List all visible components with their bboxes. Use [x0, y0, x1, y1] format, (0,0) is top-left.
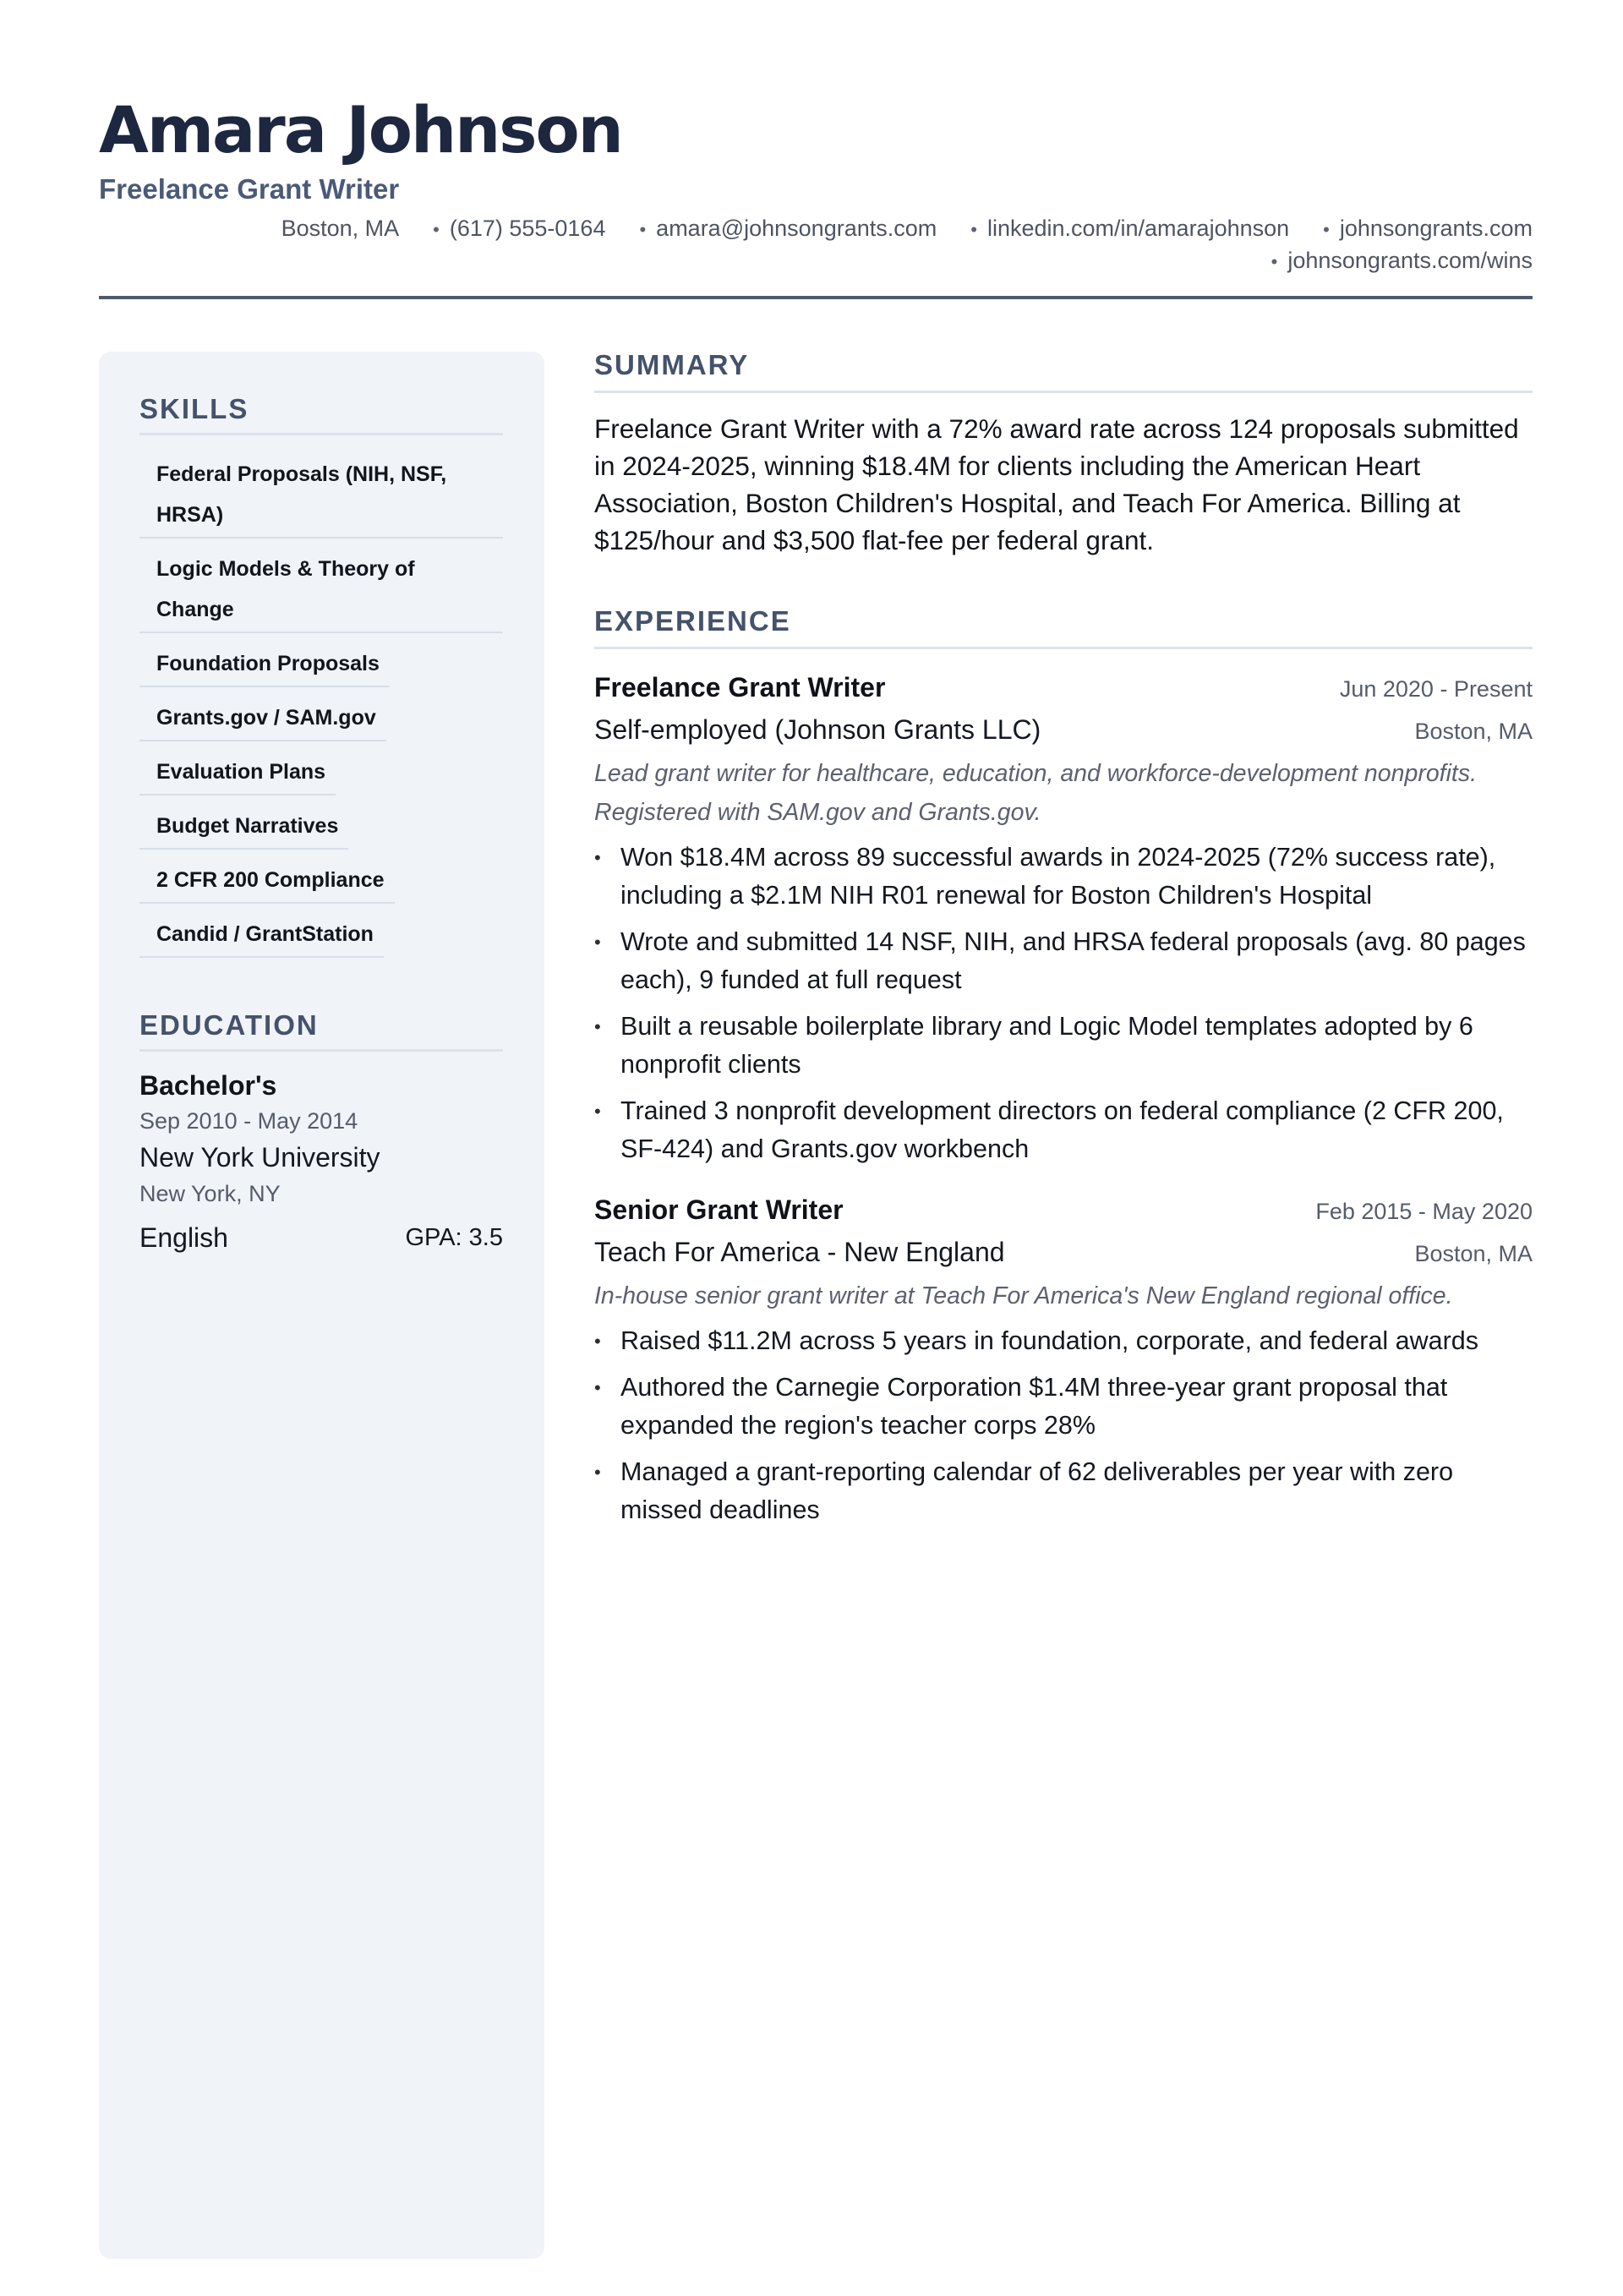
contact-website[interactable]: [1323, 213, 1533, 245]
education-field-row: [139, 1219, 503, 1256]
contact-linkedin-link[interactable]: linkedin.com/in/amarajohnson: [986, 216, 1290, 241]
contact-portfolio[interactable]: [1271, 245, 1533, 277]
bullet-separator: •: [1323, 219, 1330, 240]
contact-location: [281, 213, 400, 245]
job-title: Freelance Grant Writer: [594, 672, 886, 702]
education-school: New York University: [139, 1142, 380, 1173]
achievement-item: • Wrote and submitted 14 NSF, NIH, and HRSA federal proposals (avg. 80 pages each), 9 funded at full request: [594, 923, 1533, 999]
bullet-separator: •: [1271, 251, 1278, 272]
header-divider: [99, 296, 1533, 299]
job-title-row: [594, 1189, 1533, 1231]
job-description: Lead grant writer for healthcare, education, and workforce-development nonprofits. Registered with SAM.gov and Grants.gov.: [594, 760, 1478, 826]
job-achievements: [594, 1322, 1533, 1529]
achievement-item: • Authored the Carnegie Corporation $1.4M three-year grant proposal that expanded the region's teacher corps 28%: [594, 1369, 1533, 1445]
achievement-item: • Managed a grant-reporting calendar of 62 deliverables per year with zero missed deadlines: [594, 1453, 1533, 1529]
contact-email[interactable]: [639, 213, 937, 245]
education-degree: Bachelor's: [139, 1070, 277, 1101]
skills-heading: SKILLS: [139, 392, 503, 435]
job-title: Senior Grant Writer: [594, 1194, 844, 1225]
summary-text: Freelance Grant Writer with a 72% award rate across 124 proposals submitted in 2024-2025, winning $18.4M for clients including the American Heart Association, Boston Children's Hospital, and Teach For America. Billing at $125/hour and $3,500 flat-fee per federal grant.: [594, 413, 1519, 555]
contact-email-link[interactable]: amara@johnsongrants.com: [656, 216, 937, 241]
skill-item: Logic Models & Theory of Change: [139, 547, 503, 633]
job-location: Boston, MA: [1414, 719, 1533, 744]
contact-bar: [214, 213, 1533, 277]
job-company: Teach For America - New England: [594, 1237, 1005, 1267]
contact-phone: [433, 213, 605, 245]
sidebar: [99, 352, 544, 2259]
education-dates: Sep 2010 - May 2014: [139, 1108, 358, 1134]
job-achievements: [594, 839, 1533, 1168]
achievement-item: • Won $18.4M across 89 successful awards in 2024-2025 (72% success rate), including a $2.1M NIH R01 renewal for Boston Children's Hospital: [594, 839, 1533, 915]
resume-page: [99, 0, 1533, 2296]
bullet-separator: •: [433, 219, 440, 240]
summary-heading: SUMMARY: [594, 348, 1533, 393]
contact-location-text: Boston, MA: [281, 216, 400, 241]
achievement-item: • Raised $11.2M across 5 years in foundation, corporate, and federal awards: [594, 1322, 1533, 1360]
experience-heading: EXPERIENCE: [594, 604, 1533, 649]
bullet-separator: •: [970, 219, 977, 240]
achievement-item: • Built a reusable boilerplate library and Logic Model templates adopted by 6 nonprofit clients: [594, 1008, 1533, 1084]
skill-item: Candid / GrantStation: [139, 912, 384, 958]
job-company-row: [594, 708, 1533, 751]
skill-item: Grants.gov / SAM.gov: [139, 696, 386, 741]
contact-phone-text: (617) 555-0164: [449, 216, 606, 241]
skill-item: Budget Narratives: [139, 804, 348, 850]
job-company-row: [594, 1231, 1533, 1273]
sidebar-content: [139, 392, 503, 1256]
contact-linkedin[interactable]: [970, 213, 1289, 245]
candidate-headline: Freelance Grant Writer: [99, 173, 400, 205]
contact-portfolio-link[interactable]: johnsongrants.com/wins: [1287, 248, 1533, 273]
skill-item: Evaluation Plans: [139, 750, 336, 795]
skill-item: 2 CFR 200 Compliance: [139, 858, 395, 904]
job-description: In-house senior grant writer at Teach For America's New England regional office.: [594, 1282, 1453, 1309]
job-title-row: [594, 666, 1533, 708]
job-dates: Jun 2020 - Present: [1339, 676, 1533, 702]
education-location: New York, NY: [139, 1181, 281, 1206]
skill-item: Federal Proposals (NIH, NSF, HRSA): [139, 452, 503, 538]
job-entry: [594, 1189, 1533, 1529]
education-field: English: [139, 1222, 228, 1253]
education-gpa: GPA: 3.5: [405, 1224, 503, 1251]
bullet-separator: •: [639, 219, 647, 240]
achievement-item: • Trained 3 nonprofit development directors on federal compliance (2 CFR 200, SF-424) and Grants.gov workbench: [594, 1092, 1533, 1168]
job-entry: [594, 666, 1533, 1168]
job-location: Boston, MA: [1414, 1241, 1533, 1266]
job-dates: Feb 2015 - May 2020: [1315, 1199, 1533, 1224]
candidate-name: Amara Johnson: [99, 92, 622, 167]
main-column: [594, 348, 1533, 1538]
skills-list: [139, 452, 503, 958]
education-heading: EDUCATION: [139, 1009, 503, 1052]
skill-item: Foundation Proposals: [139, 642, 390, 687]
job-company: Self-employed (Johnson Grants LLC): [594, 714, 1041, 745]
contact-website-link[interactable]: johnsongrants.com: [1339, 216, 1533, 241]
